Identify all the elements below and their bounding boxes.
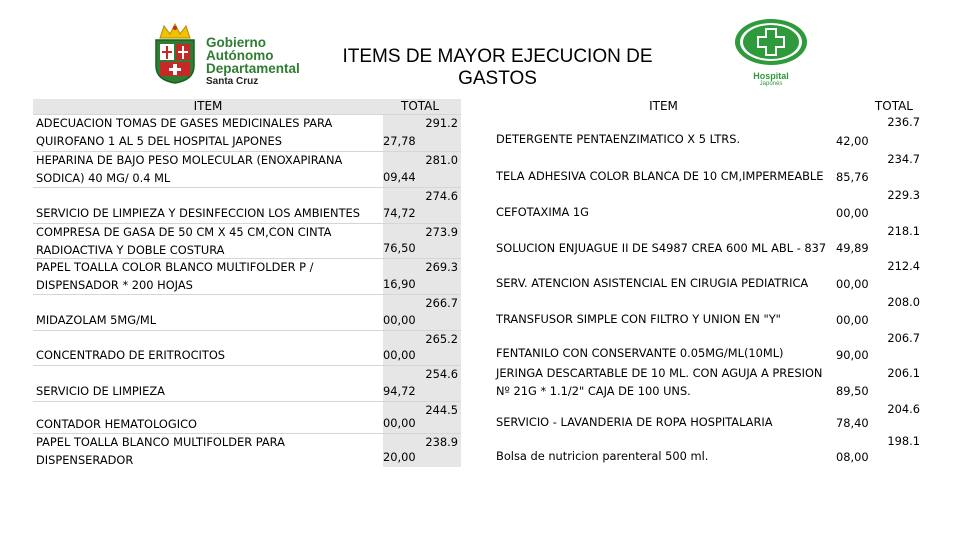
table-row bbox=[33, 330, 461, 365]
item-total bbox=[383, 188, 461, 223]
right-header-total: TOTAL bbox=[874, 99, 913, 113]
item-total bbox=[836, 433, 923, 467]
item-total bbox=[383, 115, 461, 151]
total-top: 212.4 bbox=[887, 259, 920, 273]
table-row bbox=[33, 294, 461, 330]
table-row bbox=[33, 258, 461, 294]
table-row bbox=[491, 294, 923, 330]
total-top: 234.7 bbox=[887, 152, 920, 166]
total-top: 274.6 bbox=[425, 189, 458, 203]
right-items-table bbox=[491, 99, 923, 467]
table-row bbox=[491, 330, 923, 365]
item-total bbox=[836, 223, 923, 258]
total-bottom: 42,00 bbox=[836, 134, 869, 148]
total-top: 204.6 bbox=[887, 402, 920, 416]
item-name: SERVICIO DE LIMPIEZA Y DESINFECCION LOS AMBIENTES bbox=[36, 206, 360, 220]
hospital-logo-sub: Japonés bbox=[759, 81, 783, 87]
item-name: SERVICIO - LAVANDERIA DE ROPA HOSPITALARIA bbox=[496, 415, 773, 429]
total-top: 198.1 bbox=[887, 434, 920, 448]
total-top: 208.0 bbox=[887, 295, 920, 309]
table-row bbox=[491, 151, 923, 187]
total-bottom: 00,00 bbox=[383, 416, 416, 430]
table-row bbox=[491, 187, 923, 223]
total-top: 236.7 bbox=[887, 115, 920, 129]
table-row bbox=[491, 433, 923, 467]
total-bottom: 00,00 bbox=[836, 313, 869, 327]
total-top: 244.5 bbox=[425, 403, 458, 417]
total-bottom: 20,00 bbox=[383, 450, 416, 464]
item-total bbox=[836, 330, 923, 365]
hospital-logo-name: Hospital bbox=[753, 71, 789, 81]
table-row bbox=[491, 114, 923, 151]
item-total bbox=[836, 365, 923, 401]
left-header-total: TOTAL bbox=[383, 99, 461, 114]
total-bottom: 00,00 bbox=[836, 277, 869, 291]
item-name: SERVICIO DE LIMPIEZA bbox=[36, 384, 165, 398]
total-top: 206.7 bbox=[887, 331, 920, 345]
total-top: 218.1 bbox=[887, 224, 920, 238]
hospital-cross-icon bbox=[732, 16, 810, 68]
total-top: 238.9 bbox=[425, 435, 458, 449]
gobierno-line2: Autónomo bbox=[206, 48, 274, 63]
total-top: 229.3 bbox=[887, 188, 920, 202]
item-name: SOLUCION ENJUAGUE II DE S4987 CREA 600 ML ABL - 837 bbox=[496, 241, 827, 255]
total-top: 265.2 bbox=[425, 332, 458, 346]
item-name: SERV. ATENCION ASISTENCIAL EN CIRUGIA PEDIATRICA bbox=[496, 276, 809, 290]
total-bottom: 76,50 bbox=[383, 241, 416, 255]
total-bottom: 85,76 bbox=[836, 170, 869, 184]
table-row bbox=[491, 223, 923, 258]
left-items-table bbox=[33, 99, 461, 467]
item-name: CONCENTRADO DE ERITROCITOS bbox=[36, 348, 226, 362]
right-header-item: ITEM bbox=[649, 99, 678, 113]
item-total bbox=[383, 224, 461, 258]
item-total bbox=[836, 294, 923, 330]
total-top: 269.3 bbox=[425, 260, 458, 274]
item-name: CEFOTAXIMA 1G bbox=[496, 205, 590, 219]
total-bottom: 27,78 bbox=[383, 134, 416, 148]
total-top: 281.0 bbox=[425, 153, 458, 167]
item-name: Bolsa de nutricion parenteral 500 ml. bbox=[496, 449, 709, 463]
item-total bbox=[383, 402, 461, 433]
total-bottom: 00,00 bbox=[383, 348, 416, 362]
item-total bbox=[836, 187, 923, 223]
total-top: 273.9 bbox=[425, 225, 458, 239]
item-name: FENTANILO CON CONSERVANTE 0.05MG/ML(10ML) bbox=[496, 346, 784, 360]
total-bottom: 49,89 bbox=[836, 241, 869, 255]
table-row bbox=[491, 401, 923, 433]
coat-of-arms-icon bbox=[152, 22, 198, 84]
total-bottom: 09,44 bbox=[383, 170, 416, 184]
gobierno-line1: Gobierno bbox=[206, 35, 266, 50]
total-bottom: 74,72 bbox=[383, 206, 416, 220]
total-top: 291.2 bbox=[425, 116, 458, 130]
item-name: CONTADOR HEMATOLOGICO bbox=[36, 417, 198, 431]
item-name: PAPEL TOALLA COLOR BLANCO MULTIFOLDER P / DISPENSADOR * 200 HOJAS bbox=[36, 260, 314, 292]
total-bottom: 00,00 bbox=[836, 206, 869, 220]
gobierno-logo bbox=[152, 22, 312, 86]
item-name: HEPARINA DE BAJO PESO MOLECULAR (ENOXAPIRANA SODICA) 40 MG/ 0.4 ML bbox=[36, 153, 343, 185]
table-row bbox=[33, 151, 461, 187]
item-name: DETERGENTE PENTAENZIMATICO X 5 LTRS. bbox=[496, 132, 741, 146]
item-total bbox=[836, 258, 923, 294]
total-bottom: 90,00 bbox=[836, 348, 869, 362]
total-bottom: 78,40 bbox=[836, 416, 869, 430]
total-top: 266.7 bbox=[425, 296, 458, 310]
item-total bbox=[836, 114, 923, 151]
item-name: COMPRESA DE GASA DE 50 CM X 45 CM,CON CINTA RADIOACTIVA Y DOBLE COSTURA bbox=[36, 225, 332, 257]
item-name: JERINGA DESCARTABLE DE 10 ML. CON AGUJA A PRESION Nº 21G * 1.1/2" CAJA DE 100 UNS. bbox=[496, 366, 823, 398]
left-header-item: ITEM bbox=[33, 99, 383, 114]
item-name: TRANSFUSOR SIMPLE CON FILTRO Y UNION EN "Y" bbox=[496, 312, 781, 326]
total-bottom: 94,72 bbox=[383, 384, 416, 398]
item-name: PAPEL TOALLA BLANCO MULTIFOLDER PARA DISPENSERADOR bbox=[36, 435, 285, 467]
table-row bbox=[33, 433, 461, 467]
item-name: ADECUACION TOMAS DE GASES MEDICINALES PARA QUIROFANO 1 AL 5 DEL HOSPITAL JAPONES bbox=[36, 116, 333, 148]
item-total bbox=[383, 366, 461, 401]
total-top: 254.6 bbox=[425, 367, 458, 381]
table-row bbox=[491, 258, 923, 294]
item-total bbox=[383, 295, 461, 330]
table-row bbox=[33, 401, 461, 433]
item-name: TELA ADHESIVA COLOR BLANCA DE 10 CM,IMPERMEABLE bbox=[496, 169, 824, 183]
gobierno-line4: Santa Cruz bbox=[206, 76, 259, 87]
total-bottom: 16,90 bbox=[383, 277, 416, 291]
table-row bbox=[33, 114, 461, 151]
total-bottom: 08,00 bbox=[836, 450, 869, 464]
total-bottom: 89,50 bbox=[836, 384, 869, 398]
item-total bbox=[383, 152, 461, 187]
page-title: ITEMS DE MAYOR EJECUCION DE GASTOS bbox=[342, 46, 653, 89]
item-name: MIDAZOLAM 5MG/ML bbox=[36, 313, 157, 327]
table-row bbox=[33, 187, 461, 223]
gobierno-line3: Departamental bbox=[206, 61, 300, 76]
item-total bbox=[383, 331, 461, 365]
hospital-logo bbox=[732, 16, 810, 86]
item-total bbox=[383, 434, 461, 467]
item-total bbox=[383, 259, 461, 294]
total-bottom: 00,00 bbox=[383, 313, 416, 327]
item-total bbox=[836, 401, 923, 433]
total-top: 206.1 bbox=[887, 366, 920, 380]
table-row bbox=[33, 223, 461, 258]
item-total bbox=[836, 151, 923, 187]
table-row bbox=[33, 365, 461, 401]
table-row bbox=[491, 365, 923, 401]
